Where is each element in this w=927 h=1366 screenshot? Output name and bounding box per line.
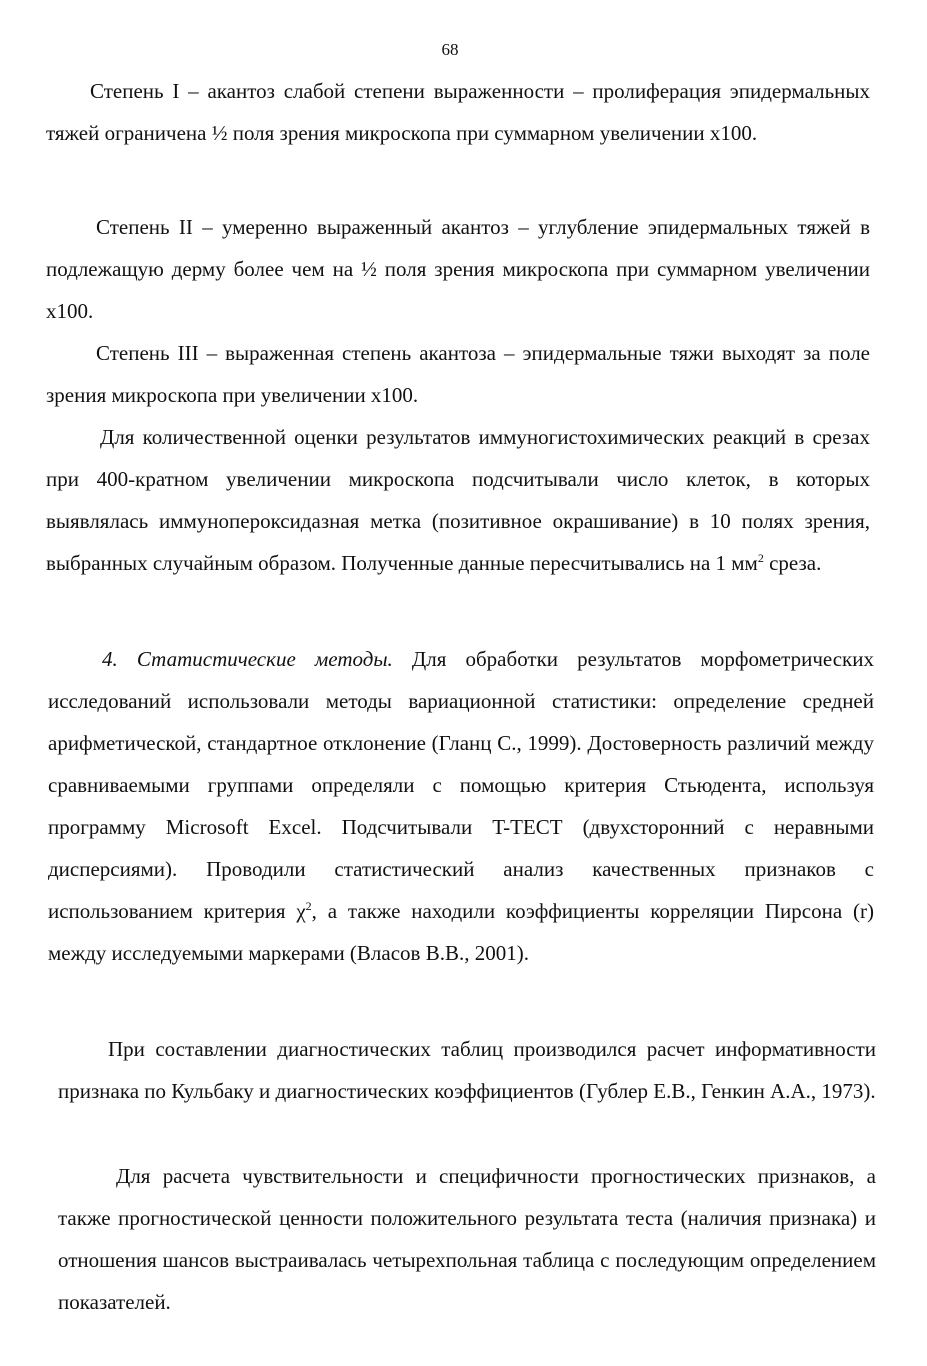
paragraph-degree-2-text: Степень II – умеренно выраженный акантоз – углубление эпидермальных тяжей в подлежащую дерму более чем на ½ поля зрения микроскопа при суммарном увеличении х100. [46, 215, 870, 323]
paragraph-degree-3 [46, 332, 870, 416]
paragraph-statistical-methods [48, 638, 874, 974]
paragraph-diagnostic-tables [58, 1028, 876, 1112]
paragraph-sensitivity-specificity-text: Для расчета чувствительности и специфичности прогностических признаков, а также прогностической ценности положительного результата теста (наличия признака) и отношения шансов выстраивалась четырехпольная таблица с последующим определением показателей. [58, 1164, 876, 1314]
paragraph-degree-1-text: Степень I – акантоз слабой степени выраженности – пролиферация эпидермальных тяжей ограничена ½ поля зрения микроскопа при суммарном увеличении х100. [46, 79, 870, 145]
squared-superscript: 2 [757, 551, 764, 565]
paragraph-statistical-methods-text: Для обработки результатов морфометрических исследований использовали методы вариационной статистики: определение средней арифметической, стандартное отклонение (Гланц С., 1999). Достоверность различий между сравниваемыми группами определяли с помощью критерия Стьюдента, используя программу Microsoft Excel. Подсчитывали T-TEСТ (двухсторонний с неравными дисперсиями). Проводили статистический анализ качественных признаков с использованием критерия χ [48, 647, 874, 923]
paragraph-quantitative-assessment-end: среза. [763, 551, 822, 575]
paragraph-quantitative-assessment-text: Для количественной оценки результатов иммуногистохимических реакций в срезах при 400-кратном увеличении микроскопа подсчитывали число клеток, в которых выявлялась иммунопероксидазная метка (позитивное окрашивание) в 10 полях зрения, выбранных случайным образом. Полученные данные пересчитывались на 1 мм [46, 425, 870, 575]
paragraph-quantitative-assessment [46, 416, 870, 584]
page-number: 68 [441, 40, 459, 59]
section-heading-statistical-methods: 4. Статистические методы. [102, 647, 393, 671]
paragraph-degree-2 [46, 206, 870, 332]
paragraph-statistical-methods-end: , а также находили коэффициенты корреляции Пирсона (r) между исследуемыми маркерами (Власов В.В., 2001). [48, 899, 874, 965]
paragraph-diagnostic-tables-text: При составлении диагностических таблиц производился расчет информативности признака по Кульбаку и диагностических коэффициентов (Гублер Е.В., Генкин А.А., 1973). [58, 1037, 876, 1103]
paragraph-degree-1 [46, 70, 870, 154]
chi-squared-superscript: 2 [305, 899, 312, 913]
paragraph-sensitivity-specificity [58, 1155, 876, 1323]
paragraph-degree-3-text: Степень III – выраженная степень акантоза – эпидермальные тяжи выходят за поле зрения микроскопа при увеличении х100. [46, 341, 870, 407]
